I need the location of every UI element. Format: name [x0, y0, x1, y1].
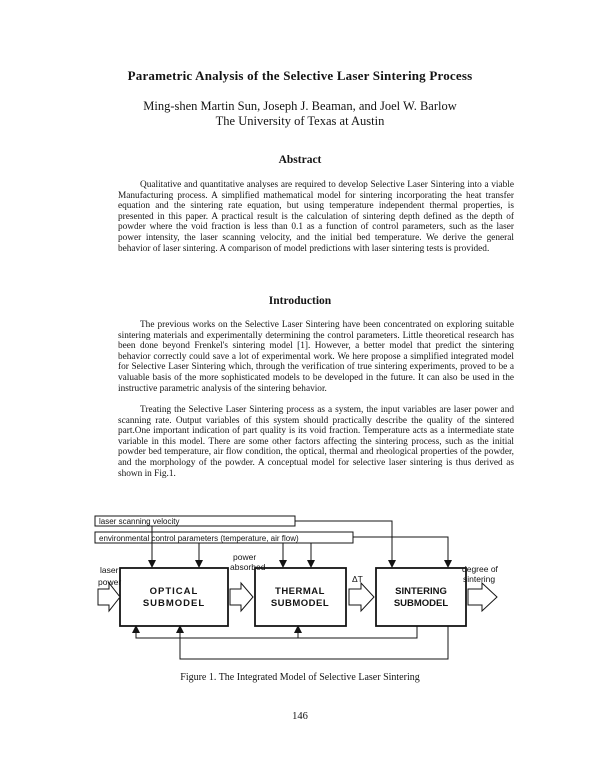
sintering-submodel-box: [376, 568, 466, 626]
paper-authors: Ming-shen Martin Sun, Joseph J. Beaman, and Joel W. Barlow: [143, 99, 457, 113]
thermal-label-2: SUBMODEL: [270, 598, 330, 609]
sintering-feedback-inner: [136, 626, 417, 638]
env-params-connector: [353, 537, 448, 567]
optical-label-1: OPTICAL: [149, 586, 199, 597]
intro-paragraph-2: Treating the Selective Laser Sintering process as a system, the input variables are laser power and scanning rate. Output variables of this system should practically describe the quality of the sintered part.One important indication of part quality is its void fraction. Temperature acts as a intermediate state variable in this model. There are some other factors affecting the sintering process, such as the initial powder bed temperature, air flow condition, the optical, thermal and rheological properties of the powder, and the morphology of the powder. A conceptual model for selective laser sintering is thus derived as shown in Fig.1.: [118, 405, 514, 479]
paper-title: Parametric Analysis of the Selective Laser Sintering Process: [127, 68, 473, 83]
delta-t-label: ΔT: [352, 574, 363, 584]
laser-input-arrow: [98, 583, 120, 611]
laser-label: laser: [100, 565, 119, 575]
thermal-submodel-box: [255, 568, 346, 626]
scan-velocity-label: laser scanning velocity: [99, 517, 180, 526]
optical-label-2: SUBMODEL: [142, 598, 206, 609]
power-absorbed-label-1: power: [233, 552, 257, 562]
delta-t-arrow: [349, 583, 374, 611]
sintering-label-2: SUBMODEL: [393, 598, 449, 609]
introduction-heading: Introduction: [268, 295, 332, 307]
figure-caption: Figure 1. The Integrated Model of Selective Laser Sintering: [180, 672, 420, 683]
power-absorbed-arrow: [230, 583, 253, 611]
thermal-label-1: THERMAL: [275, 586, 325, 597]
abstract-heading: Abstract: [278, 154, 322, 166]
env-params-label: environmental control parameters (temperature, air flow): [99, 534, 299, 543]
power-absorbed-label-2: absorbed: [230, 562, 266, 572]
degree-label-1: degree of: [462, 564, 498, 574]
optical-submodel-box: [120, 568, 228, 626]
scan-velocity-connector: [295, 521, 392, 567]
degree-output-arrow: [468, 583, 497, 611]
paper-affiliation: The University of Texas at Austin: [215, 114, 385, 128]
power-label: power: [98, 577, 122, 587]
degree-label-2: sintering: [463, 574, 496, 584]
intro-paragraph-1: The previous works on the Selective Laser Sintering have been concentrated on exploring suitable sintering materials and experimentally determining the control parameters. Little theoretical research has been done beyond Frenkel's sintering model [1]. However, a better model that predict the sintering behavior correctly could save a lot of experimental work. We here propose a simplified integrated model for Selective Laser Sintering which, through the verification of true sintering experiments, proved to be a valuable basis of the more sophisticated models to be developed in the future. It can also be used in the instructive parametric analysis of the sintering behavior.: [118, 320, 514, 394]
sintering-feedback-outer: [180, 626, 448, 659]
sintering-label-1: SINTERING: [395, 586, 447, 597]
page-number: 146: [292, 711, 308, 722]
abstract-text: Qualitative and quantitative analyses are required to develop Selective Laser Sintering into a viable Manufacturing process. A simplified mathematical model for sintering incorporating the heat transfer equation and the sintering rate equation, but using temperature independent thermal properties, is presented in this paper. A practical result is the calculation of sintering depth defined as the depth of powder where the void fraction is less than 0.1 as a function of control parameters, such as the laser power intensity, the laser scanning velocity, and the initial bed temperature. We derive the general behavior of laser sintering. A comparison of model predictions with laser sintering tests is provided.: [118, 180, 514, 254]
